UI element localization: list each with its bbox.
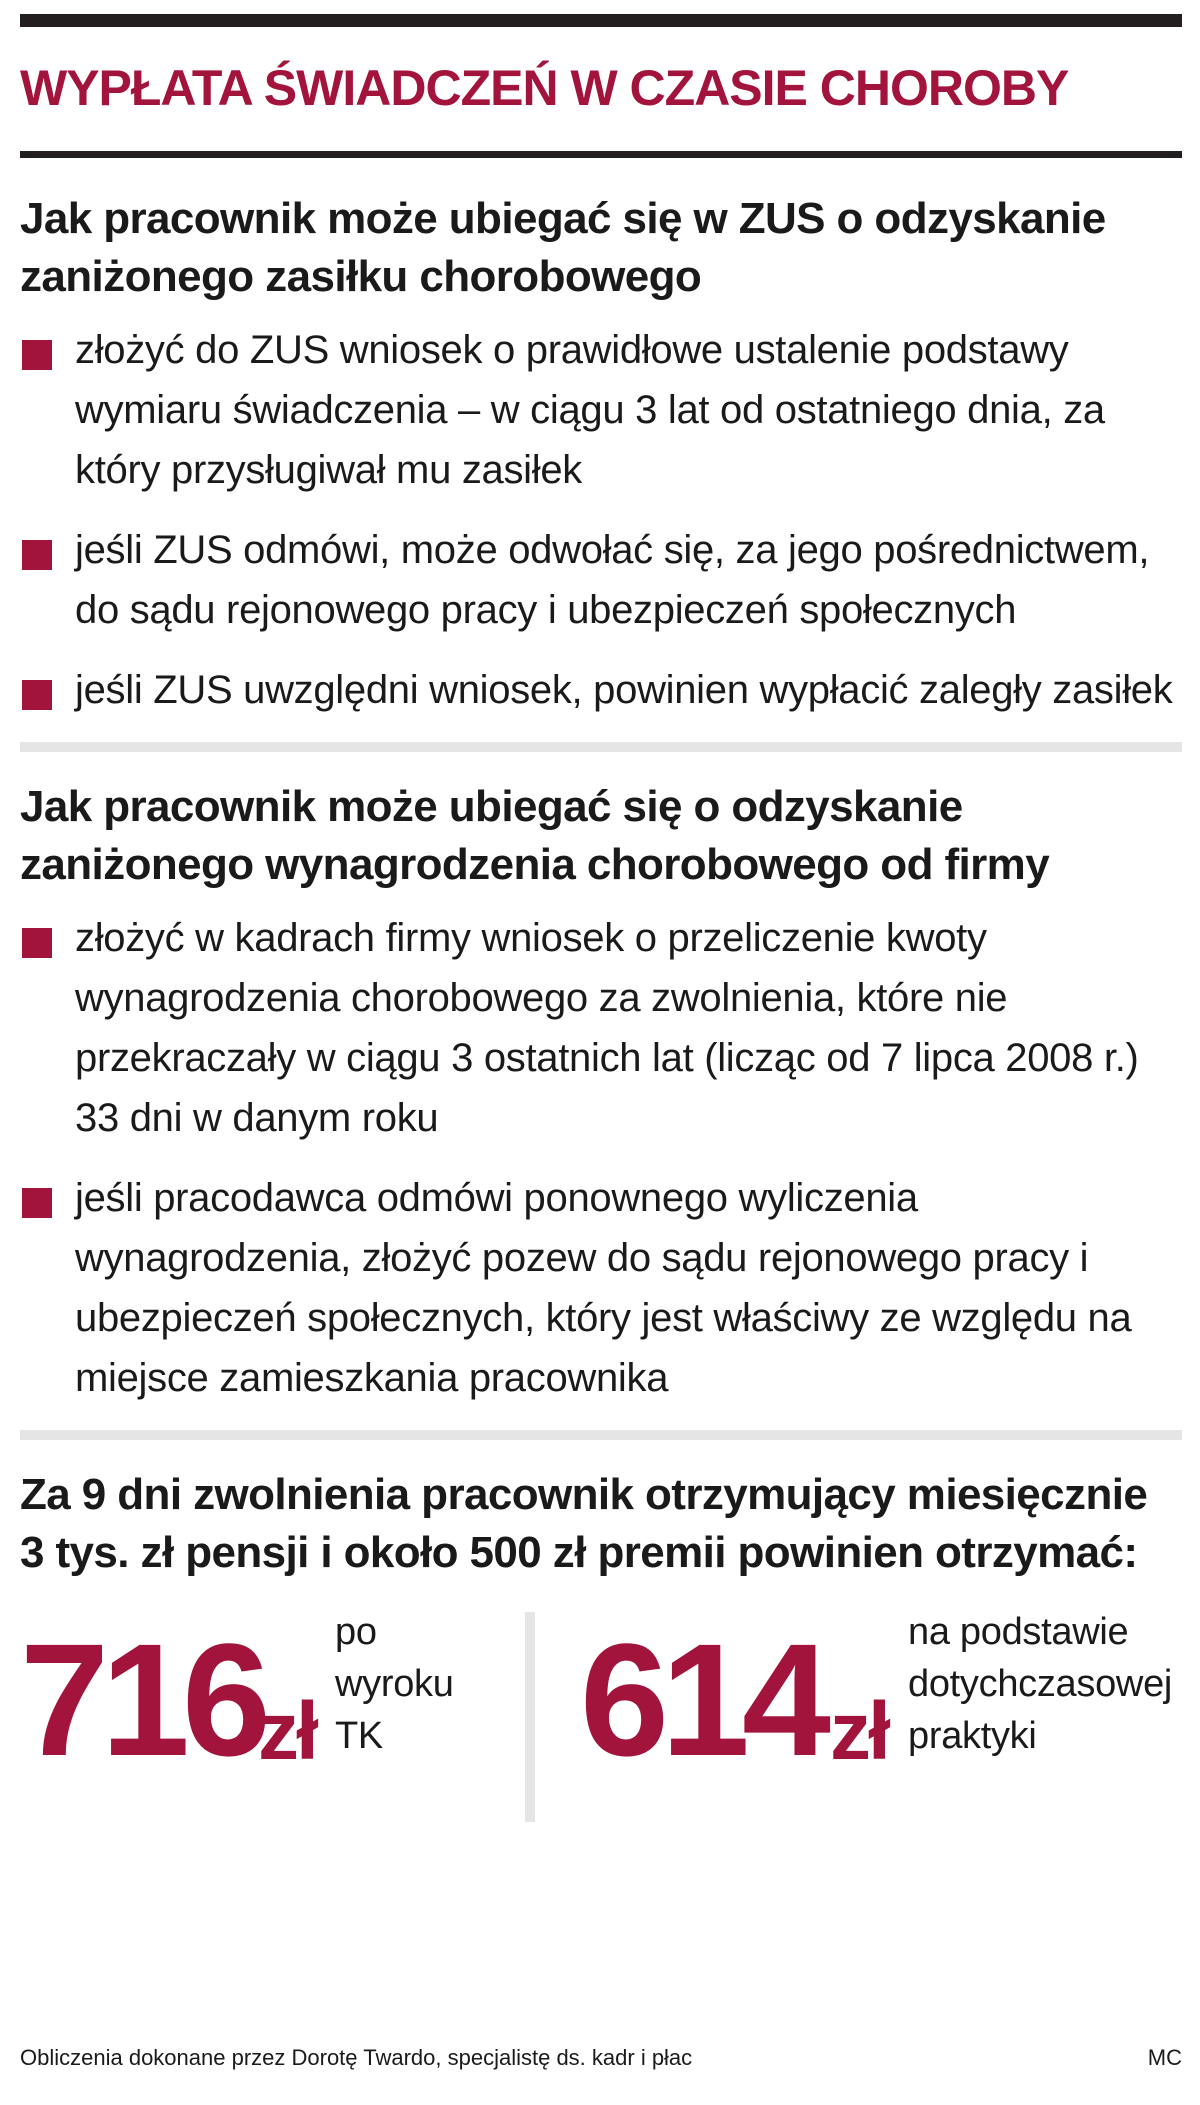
bullet-list: [20, 320, 1182, 720]
bullet-item: [20, 908, 1182, 1148]
square-bullet-icon: [22, 1188, 52, 1218]
bullet-text: jeśli pracodawca odmówi ponownego wyliczenia wynagrodzenia, złożyć pozew do sądu rejonowego pracy i ubezpieczeń społecznych, który jest właściwy ze względu na miejsce zamieszkania pracownika: [75, 1176, 1132, 1400]
amounts: [20, 1598, 1182, 1828]
amount-current-practice: [580, 1598, 1180, 1828]
footer-credit: MC: [1147, 2045, 1182, 2070]
section-divider: [20, 1430, 1182, 1440]
section-divider: [20, 742, 1182, 752]
footer: [20, 2038, 1182, 2078]
amount-divider: [525, 1612, 535, 1822]
bullet-text: jeśli ZUS odmówi, może odwołać się, za jego pośrednictwem, do sądu rejonowego pracy i ubezpieczeń społecznych: [75, 528, 1150, 632]
square-bullet-icon: [22, 340, 52, 370]
section-heading: Jak pracownik może ubiegać się w ZUS o odzyskanie zaniżonego zasiłku chorobowego: [20, 194, 1106, 301]
main-title: WYPŁATA ŚWIADCZEŃ W CZASIE CHOROBY: [20, 60, 1069, 116]
amount-value: 614: [580, 1610, 823, 1789]
title-rule: [20, 151, 1182, 158]
amount-currency: zł: [830, 1686, 888, 1777]
footer-note: Obliczenia dokonane przez Dorotę Twardo, specjalistę ds. kadr i płac: [20, 2045, 693, 2070]
amount-description: na podstawie dotychczasowej praktyki: [908, 1611, 1173, 1757]
top-rule: [20, 14, 1182, 27]
bullet-item: [20, 660, 1182, 720]
bullet-text: złożyć do ZUS wniosek o prawidłowe ustalenie podstawy wymiaru świadczenia – w ciągu 3 lat od ostatniego dnia, za który przysługiwał mu zasiłek: [75, 328, 1105, 492]
bullet-item: [20, 1168, 1182, 1408]
bullet-list: [20, 908, 1182, 1408]
square-bullet-icon: [22, 928, 52, 958]
amount-currency: zł: [258, 1686, 316, 1777]
bullet-text: złożyć w kadrach firmy wniosek o przeliczenie kwoty wynagrodzenia chorobowego za zwolnienia, które nie przekraczały w ciągu 3 ostatnich lat (licząc od 7 lipca 2008 r.) 33 dni w danym roku: [75, 916, 1139, 1140]
summary-heading: Za 9 dni zwolnienia pracownik otrzymujący miesięcznie 3 tys. zł pensji i około 500 zł premii powinien otrzymać:: [20, 1470, 1148, 1577]
infographic: [20, 14, 1182, 2094]
section-employer: [20, 778, 1182, 1408]
section-heading: Jak pracownik może ubiegać się o odzyskanie zaniżonego wynagrodzenia chorobowego od firmy: [20, 782, 1050, 889]
amount-value: 716: [20, 1610, 263, 1789]
bullet-item: [20, 320, 1182, 500]
bullet-item: [20, 520, 1182, 640]
amount-description: po wyroku TK: [335, 1611, 454, 1757]
summary: [20, 1466, 1182, 1828]
square-bullet-icon: [22, 540, 52, 570]
section-zus: [20, 190, 1182, 720]
bullet-text: jeśli ZUS uwzględni wniosek, powinien wypłacić zaległy zasiłek: [75, 668, 1173, 712]
amount-tk-ruling: [20, 1598, 500, 1828]
square-bullet-icon: [22, 680, 52, 710]
